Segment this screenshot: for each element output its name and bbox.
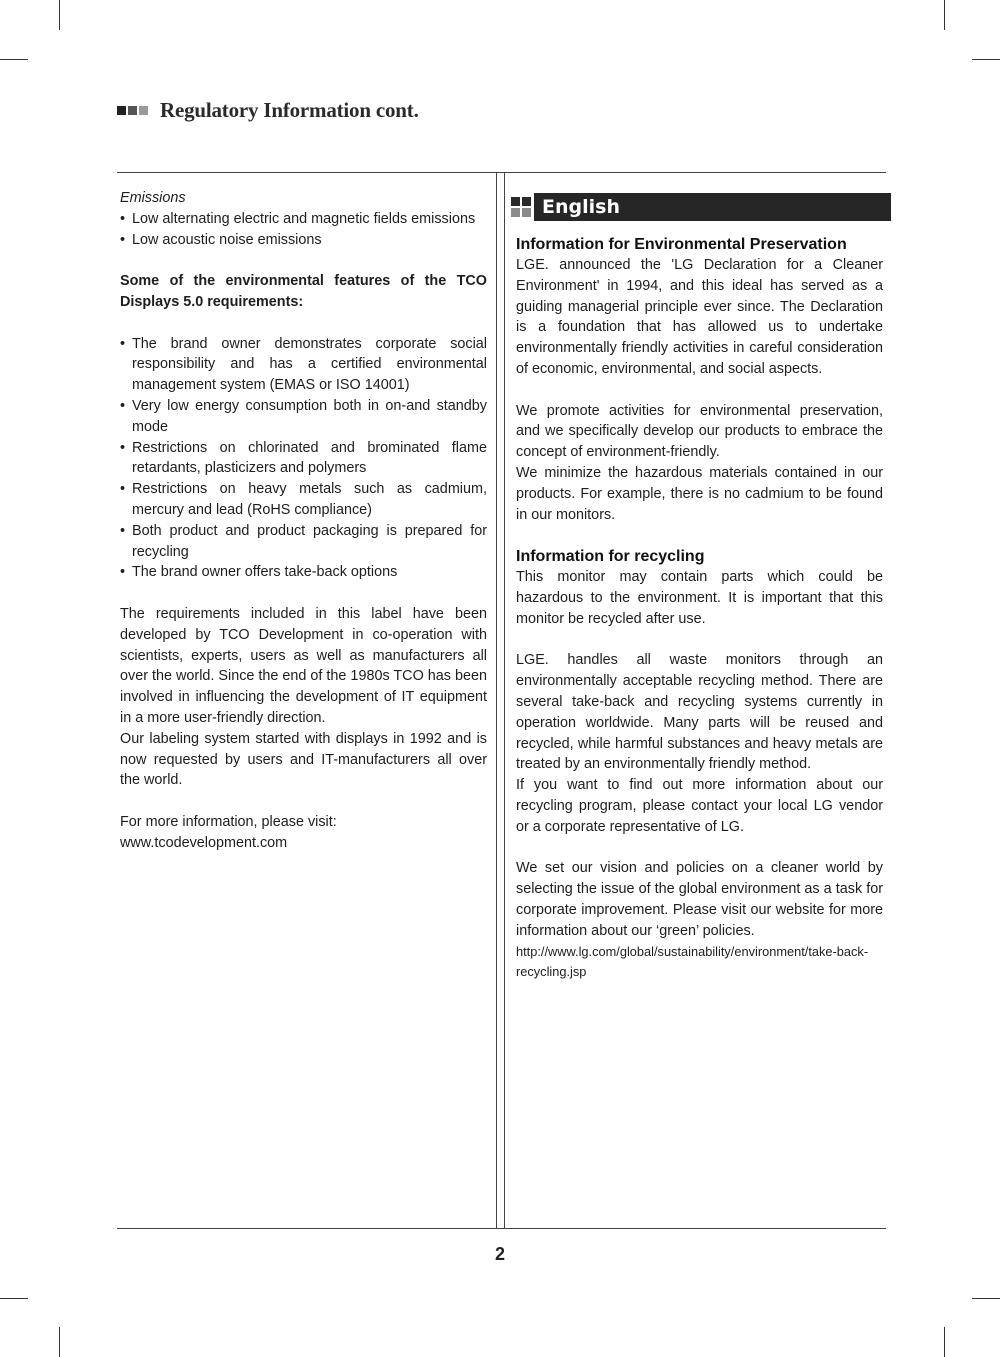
crop-mark (0, 59, 28, 60)
crop-mark (0, 1298, 28, 1299)
tco-link[interactable]: www.tcodevelopment.com (120, 834, 288, 851)
promote-paragraph: We promote activities for environmental preservation, and we specifically develop our products to embrace the concept of environment-friendly. (516, 402, 883, 461)
list-item: • Restrictions on chlorinated and brominated flame retardants, plasticizers and polymers (120, 438, 487, 480)
list-item: • Both product and product packaging is prepared for recycling (120, 521, 487, 563)
findout-paragraph: If you want to find out more information about our recycling program, please contact your local LG vendor or a corporate representative of LG. (516, 777, 883, 835)
labeling-paragraph: Our labeling system started with displays in 1992 and is now requested by users and IT-manufacturers all over the world. (120, 730, 487, 789)
crop-mark (944, 0, 945, 30)
list-item: • Very low energy consumption both in on-and standby mode (120, 396, 487, 438)
features-list (120, 334, 487, 584)
page-header (117, 98, 419, 123)
grid-icon (511, 197, 531, 217)
column-divider (504, 172, 505, 1229)
handles-paragraph: LGE. handles all waste monitors through an environmentally acceptable recycling method. There are several take-back and recycling systems currently in operation worldwide. Many parts will be reused and recycled, while harmful substances and heavy metals are treated by an environmentally friendly method. (516, 652, 883, 773)
page-title: Regulatory Information cont. (160, 98, 419, 122)
crop-mark (944, 1327, 945, 1357)
right-column (516, 234, 883, 983)
square-icon (117, 106, 126, 115)
env-paragraph: LGE. announced the 'LG Declaration for a Cleaner Environment' in 1994, and this ideal has served as a guiding managerial principle ever since. The Declaration is a foundation that has allowed us to undertake environmentally friendly activities in careful consideration of economic, environmental, and social aspects. (516, 257, 883, 377)
bottom-rule (117, 1228, 886, 1229)
crop-mark (972, 59, 1000, 60)
language-label: English (534, 193, 891, 221)
list-item: • Low alternating electric and magnetic fields emissions (120, 209, 487, 230)
emissions-label: Emissions (120, 190, 186, 206)
language-tab (511, 193, 891, 221)
left-column (120, 188, 487, 854)
list-item: • The brand owner demonstrates corporate social responsibility and has a certified environmental management system (EMAS or ISO 14001) (120, 334, 487, 396)
page-number: 2 (494, 1244, 505, 1264)
list-item: • The brand owner offers take-back options (120, 562, 487, 583)
recycling-paragraph: This monitor may contain parts which could be hazardous to the environment. It is important that this monitor be recycled after use. (516, 569, 883, 627)
features-heading: Some of the environmental features of the TCO Displays 5.0 requirements: (120, 273, 487, 310)
crop-mark (972, 1298, 1000, 1299)
minimize-paragraph: We minimize the hazardous materials contained in our products. For example, there is no cadmium to be found in our monitors. (516, 464, 883, 523)
vision-paragraph: We set our vision and policies on a cleaner world by selecting the issue of the global environment as a task for corporate improvement. Please visit our website for more information about our ‘green’ policies. (516, 860, 883, 939)
crop-mark (59, 0, 60, 30)
emissions-list (120, 209, 487, 251)
recycling-heading: Information for recycling (516, 548, 705, 566)
lg-recycling-link[interactable]: http://www.lg.com/global/sustainability/environment/take-back-recycling.jsp (516, 943, 869, 980)
square-icon (128, 106, 137, 115)
env-heading: Information for Environmental Preservation (516, 236, 847, 253)
list-item: • Low acoustic noise emissions (120, 230, 487, 251)
list-item: • Restrictions on heavy metals such as cadmium, mercury and lead (RoHS compliance) (120, 479, 487, 521)
requirements-paragraph: The requirements included in this label have been developed by TCO Development in co-operation with scientists, experts, users as well as manufacturers all over the world. Since the end of the 1980s TCO has been involved in influencing the development of IT equipment in a more user-friendly direction. (120, 605, 487, 726)
crop-mark (59, 1327, 60, 1357)
top-rule (117, 172, 886, 173)
square-icon (139, 106, 148, 115)
column-divider (496, 172, 497, 1229)
more-info-text: For more information, please visit: (120, 813, 337, 830)
